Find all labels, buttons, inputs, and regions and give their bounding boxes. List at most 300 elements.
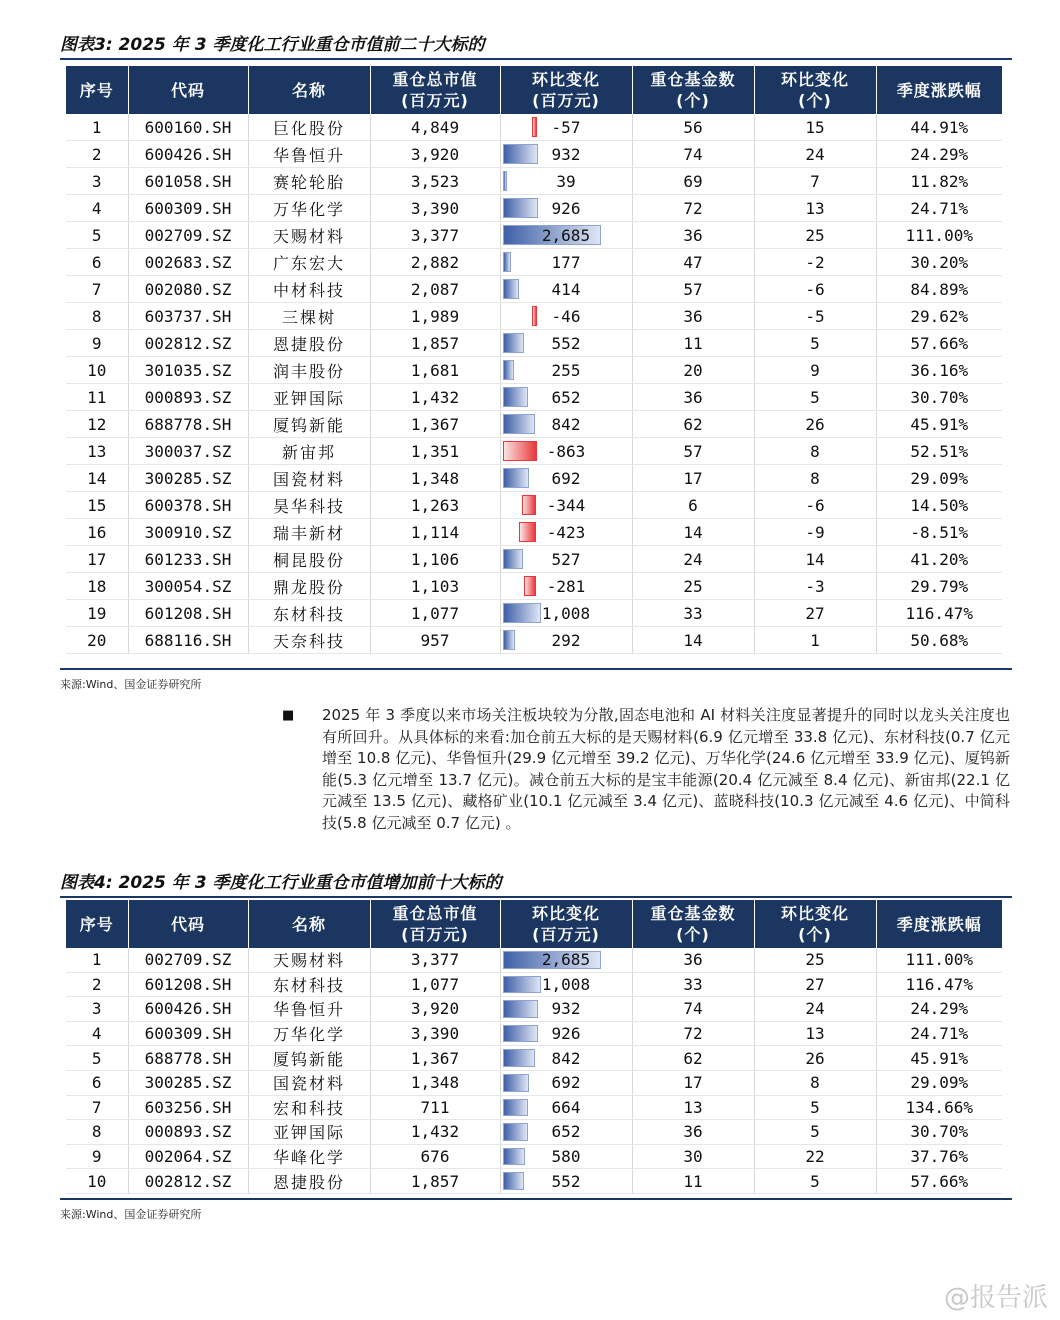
figure3-body [66, 114, 1002, 654]
pct-cell: 116.47% [876, 600, 1002, 627]
table-row [66, 330, 1002, 357]
column-header [66, 900, 128, 948]
funds-cell: 33 [632, 600, 754, 627]
code-cell: 002709.SZ [128, 948, 248, 972]
column-header-line: 环比变化 [531, 904, 600, 923]
change-bar [503, 1172, 525, 1190]
column-header-line: (百万元) [401, 925, 469, 944]
analysis-text: 2025 年 3 季度以来市场关注板块较为分散,固态电池和 AI 材料关注度显著提升的同时以龙头关注度也有所回升。从具体标的来看:加仓前五大标的是天赐材料(6.9 亿元增至 33.8 亿元)、东材科技(0.7 亿元增至 10.8 亿元)、华鲁恒升(29.9 亿元增至 39.2 亿元)、万华化学(24.6 亿元增至 33.9 亿元)、厦钨新能(5.3 亿元增至 13.7 亿元)。减仓前五大标的是宝丰能源(20.4 亿元减至 8.4 亿元)、新宙邦(22.1 亿元减至 13.5 亿元)、藏格矿业(10.1 亿元减至 3.4 亿元)、蓝晓科技(10.3 亿元减至 4.6 亿元)、中简科技(5.8 亿元减至 0.7 亿元) 。 [322, 706, 1010, 832]
no-cell: 20 [66, 627, 128, 654]
column-header-line: 代码 [170, 914, 205, 934]
change-value: 652 [551, 1122, 581, 1142]
change-cell [500, 276, 632, 303]
table-row [66, 249, 1002, 276]
change-bar [503, 549, 524, 569]
column-header [876, 900, 1002, 948]
table-row [66, 546, 1002, 573]
no-cell: 3 [66, 997, 128, 1022]
funds-chg-cell: 5 [754, 330, 876, 357]
change-cell [500, 573, 632, 600]
code-cell: 002080.SZ [128, 276, 248, 303]
table-row [66, 1120, 1002, 1145]
funds-chg-cell: 8 [754, 438, 876, 465]
change-cell [500, 1095, 632, 1120]
change-bar [532, 117, 537, 137]
pct-cell: 111.00% [876, 948, 1002, 972]
mv-cell: 3,920 [370, 997, 500, 1022]
pct-cell: 29.09% [876, 465, 1002, 492]
pct-cell: 50.68% [876, 627, 1002, 654]
table-row [66, 114, 1002, 141]
no-cell: 15 [66, 492, 128, 519]
change-value: 926 [551, 198, 581, 218]
change-cell [500, 438, 632, 465]
funds-chg-cell: 9 [754, 357, 876, 384]
pct-cell: 29.09% [876, 1070, 1002, 1095]
table-row [66, 972, 1002, 997]
column-header-line: (个) [798, 91, 832, 110]
name-cell: 万华化学 [248, 195, 370, 222]
pct-cell: 84.89% [876, 276, 1002, 303]
table-row [66, 600, 1002, 627]
pct-cell: 41.20% [876, 546, 1002, 573]
table-row [66, 1095, 1002, 1120]
name-cell: 亚钾国际 [248, 384, 370, 411]
column-header-line: (个) [798, 925, 832, 944]
funds-cell: 14 [632, 627, 754, 654]
change-bar [503, 414, 535, 434]
change-cell [500, 492, 632, 519]
no-cell: 3 [66, 168, 128, 195]
funds-cell: 14 [632, 519, 754, 546]
column-header [128, 900, 248, 948]
funds-cell: 17 [632, 465, 754, 492]
change-value: -863 [546, 441, 586, 461]
code-cell: 601208.SH [128, 972, 248, 997]
funds-cell: 69 [632, 168, 754, 195]
change-value: 926 [551, 1024, 581, 1044]
change-cell [500, 384, 632, 411]
column-header [876, 66, 1002, 114]
name-cell: 万华化学 [248, 1021, 370, 1046]
table-row [66, 492, 1002, 519]
name-cell: 东材科技 [248, 600, 370, 627]
name-cell: 宏和科技 [248, 1095, 370, 1120]
no-cell: 10 [66, 1169, 128, 1194]
funds-chg-cell: -6 [754, 276, 876, 303]
funds-cell: 72 [632, 1021, 754, 1046]
change-cell [500, 1120, 632, 1145]
change-cell [500, 948, 632, 972]
funds-cell: 30 [632, 1144, 754, 1169]
funds-cell: 33 [632, 972, 754, 997]
funds-chg-cell: -3 [754, 573, 876, 600]
funds-chg-cell: 13 [754, 195, 876, 222]
column-header-line: 重仓基金数 [650, 70, 736, 89]
code-cell: 000893.SZ [128, 1120, 248, 1145]
code-cell: 300910.SZ [128, 519, 248, 546]
column-header-line: 季度涨跌幅 [896, 80, 982, 100]
code-cell: 300285.SZ [128, 465, 248, 492]
column-header-line: 序号 [79, 914, 114, 934]
pct-cell: 134.66% [876, 1095, 1002, 1120]
mv-cell: 1,103 [370, 573, 500, 600]
funds-cell: 57 [632, 438, 754, 465]
code-cell: 600309.SH [128, 195, 248, 222]
change-bar [503, 198, 538, 218]
change-cell [500, 330, 632, 357]
funds-chg-cell: 7 [754, 168, 876, 195]
change-value: 842 [551, 1048, 581, 1068]
name-cell: 东材科技 [248, 972, 370, 997]
table-row [66, 573, 1002, 600]
change-value: 2,685 [541, 225, 591, 245]
funds-cell: 13 [632, 1095, 754, 1120]
pct-cell: 45.91% [876, 1046, 1002, 1071]
pct-cell: 57.66% [876, 1169, 1002, 1194]
column-header-line: (百万元) [401, 91, 469, 110]
funds-chg-cell: -6 [754, 492, 876, 519]
column-header [500, 900, 632, 948]
figure3-title: 图表3: 2025 年 3 季度化工行业重仓市值前二十大标的 [60, 30, 1012, 60]
no-cell: 19 [66, 600, 128, 627]
change-value: 414 [551, 279, 581, 299]
code-cell: 600426.SH [128, 141, 248, 168]
table-row [66, 384, 1002, 411]
mv-cell: 1,367 [370, 411, 500, 438]
funds-chg-cell: 27 [754, 600, 876, 627]
name-cell: 国瓷材料 [248, 1070, 370, 1095]
column-header-line: 名称 [291, 80, 326, 100]
figure4-title: 图表4: 2025 年 3 季度化工行业重仓市值增加前十大标的 [60, 868, 1012, 898]
funds-cell: 17 [632, 1070, 754, 1095]
change-value: 292 [551, 630, 581, 650]
table-row [66, 195, 1002, 222]
change-bar [503, 1049, 535, 1067]
mv-cell: 1,857 [370, 1169, 500, 1194]
table-row [66, 997, 1002, 1022]
analysis-paragraph [282, 705, 1010, 834]
column-header-line: 重仓基金数 [650, 904, 736, 923]
change-cell [500, 600, 632, 627]
name-cell: 巨化股份 [248, 114, 370, 141]
funds-cell: 11 [632, 1169, 754, 1194]
code-cell: 300037.SZ [128, 438, 248, 465]
no-cell: 2 [66, 972, 128, 997]
funds-cell: 56 [632, 114, 754, 141]
name-cell: 中材科技 [248, 276, 370, 303]
name-cell: 赛轮轮胎 [248, 168, 370, 195]
change-bar [503, 1000, 538, 1018]
column-header-line: (百万元) [532, 91, 600, 110]
pct-cell: 45.91% [876, 411, 1002, 438]
funds-cell: 62 [632, 411, 754, 438]
no-cell: 2 [66, 141, 128, 168]
pct-cell: 29.79% [876, 573, 1002, 600]
change-cell [500, 1021, 632, 1046]
column-header [632, 900, 754, 948]
change-cell [500, 357, 632, 384]
column-header-line: (个) [676, 91, 710, 110]
no-cell: 16 [66, 519, 128, 546]
change-cell [500, 114, 632, 141]
mv-cell: 1,432 [370, 1120, 500, 1145]
column-header-line: 季度涨跌幅 [896, 914, 982, 934]
funds-chg-cell: 5 [754, 384, 876, 411]
table-row [66, 411, 1002, 438]
code-cell: 300285.SZ [128, 1070, 248, 1095]
mv-cell: 676 [370, 1144, 500, 1169]
figure4-header-row [66, 900, 1002, 948]
change-value: 39 [556, 171, 576, 191]
pct-cell: 14.50% [876, 492, 1002, 519]
name-cell: 新宙邦 [248, 438, 370, 465]
column-header [248, 900, 370, 948]
change-bar [503, 279, 520, 299]
funds-cell: 11 [632, 330, 754, 357]
figure3-table [66, 66, 1002, 654]
figure4-source: 来源:Wind、国金证券研究所 [60, 1198, 1012, 1222]
change-cell [500, 465, 632, 492]
mv-cell: 1,114 [370, 519, 500, 546]
no-cell: 7 [66, 1095, 128, 1120]
funds-cell: 36 [632, 1120, 754, 1145]
code-cell: 688778.SH [128, 411, 248, 438]
name-cell: 华鲁恒升 [248, 997, 370, 1022]
column-header-line: 环比变化 [531, 70, 600, 89]
change-cell [500, 1169, 632, 1194]
no-cell: 4 [66, 195, 128, 222]
mv-cell: 3,920 [370, 141, 500, 168]
code-cell: 000893.SZ [128, 384, 248, 411]
table-row [66, 303, 1002, 330]
table-row [66, 1070, 1002, 1095]
funds-cell: 6 [632, 492, 754, 519]
funds-cell: 36 [632, 222, 754, 249]
change-value: 664 [551, 1097, 581, 1117]
pct-cell: 36.16% [876, 357, 1002, 384]
code-cell: 002812.SZ [128, 1169, 248, 1194]
name-cell: 厦钨新能 [248, 1046, 370, 1071]
funds-chg-cell: 15 [754, 114, 876, 141]
no-cell: 5 [66, 222, 128, 249]
pct-cell: 111.00% [876, 222, 1002, 249]
mv-cell: 3,390 [370, 195, 500, 222]
table-row [66, 948, 1002, 972]
column-header-line: 序号 [79, 80, 114, 100]
funds-chg-cell: 5 [754, 1120, 876, 1145]
table-row [66, 438, 1002, 465]
name-cell: 桐昆股份 [248, 546, 370, 573]
change-bar [503, 171, 507, 191]
funds-chg-cell: 22 [754, 1144, 876, 1169]
mv-cell: 3,377 [370, 948, 500, 972]
table-row [66, 1046, 1002, 1071]
pct-cell: 37.76% [876, 1144, 1002, 1169]
name-cell: 恩捷股份 [248, 1169, 370, 1194]
change-cell [500, 1046, 632, 1071]
mv-cell: 711 [370, 1095, 500, 1120]
change-bar [503, 603, 541, 623]
change-cell [500, 411, 632, 438]
pct-cell: 24.71% [876, 195, 1002, 222]
change-value: -281 [546, 576, 586, 596]
figure4-body [66, 948, 1002, 1193]
column-header [754, 66, 876, 114]
change-value: 580 [551, 1147, 581, 1167]
name-cell: 国瓷材料 [248, 465, 370, 492]
pct-cell: 30.20% [876, 249, 1002, 276]
change-value: -46 [551, 306, 581, 326]
change-bar [522, 495, 537, 515]
mv-cell: 1,077 [370, 972, 500, 997]
name-cell: 润丰股份 [248, 357, 370, 384]
funds-chg-cell: 26 [754, 1046, 876, 1071]
code-cell: 600309.SH [128, 1021, 248, 1046]
change-value: 2,685 [541, 950, 591, 970]
code-cell: 300054.SZ [128, 573, 248, 600]
funds-cell: 62 [632, 1046, 754, 1071]
no-cell: 9 [66, 1144, 128, 1169]
name-cell: 华峰化学 [248, 1144, 370, 1169]
change-value: -423 [546, 522, 586, 542]
code-cell: 301035.SZ [128, 357, 248, 384]
name-cell: 瑞丰新材 [248, 519, 370, 546]
pct-cell: 44.91% [876, 114, 1002, 141]
no-cell: 9 [66, 330, 128, 357]
mv-cell: 1,367 [370, 1046, 500, 1071]
column-header-line: 代码 [170, 80, 205, 100]
pct-cell: 57.66% [876, 330, 1002, 357]
funds-cell: 36 [632, 384, 754, 411]
name-cell: 天赐材料 [248, 222, 370, 249]
mv-cell: 1,348 [370, 1070, 500, 1095]
change-cell [500, 1144, 632, 1169]
change-bar [524, 576, 536, 596]
watermark: @报告派 [943, 1283, 1048, 1313]
no-cell: 14 [66, 465, 128, 492]
column-header [66, 66, 128, 114]
change-value: 527 [551, 549, 581, 569]
no-cell: 12 [66, 411, 128, 438]
change-value: 932 [551, 144, 581, 164]
mv-cell: 1,077 [370, 600, 500, 627]
table-row [66, 141, 1002, 168]
column-header-line: (个) [676, 925, 710, 944]
no-cell: 10 [66, 357, 128, 384]
name-cell: 天奈科技 [248, 627, 370, 654]
change-value: 842 [551, 414, 581, 434]
figure4-table [66, 900, 1002, 1194]
change-bar [503, 1148, 526, 1166]
table-row [66, 168, 1002, 195]
funds-chg-cell: 8 [754, 465, 876, 492]
change-value: 692 [551, 1073, 581, 1093]
mv-cell: 1,351 [370, 438, 500, 465]
change-bar [503, 630, 515, 650]
name-cell: 天赐材料 [248, 948, 370, 972]
name-cell: 鼎龙股份 [248, 573, 370, 600]
funds-chg-cell: 25 [754, 222, 876, 249]
pct-cell: 11.82% [876, 168, 1002, 195]
pct-cell: 24.29% [876, 141, 1002, 168]
mv-cell: 3,390 [370, 1021, 500, 1046]
no-cell: 13 [66, 438, 128, 465]
name-cell: 恩捷股份 [248, 330, 370, 357]
table-row [66, 1169, 1002, 1194]
change-value: 1,008 [541, 974, 591, 994]
column-header [248, 66, 370, 114]
no-cell: 11 [66, 384, 128, 411]
column-header [370, 900, 500, 948]
column-header [500, 66, 632, 114]
funds-chg-cell: 25 [754, 948, 876, 972]
no-cell: 1 [66, 114, 128, 141]
change-bar [503, 441, 537, 461]
change-cell [500, 195, 632, 222]
column-header-line: 名称 [291, 914, 326, 934]
change-bar [503, 1123, 528, 1141]
name-cell: 华鲁恒升 [248, 141, 370, 168]
code-cell: 600160.SH [128, 114, 248, 141]
change-cell [500, 519, 632, 546]
funds-cell: 36 [632, 303, 754, 330]
no-cell: 5 [66, 1046, 128, 1071]
no-cell: 17 [66, 546, 128, 573]
change-cell [500, 249, 632, 276]
code-cell: 002812.SZ [128, 330, 248, 357]
mv-cell: 3,377 [370, 222, 500, 249]
code-cell: 688778.SH [128, 1046, 248, 1071]
mv-cell: 2,882 [370, 249, 500, 276]
table-row [66, 222, 1002, 249]
change-bar [503, 1099, 529, 1117]
change-cell [500, 303, 632, 330]
code-cell: 603737.SH [128, 303, 248, 330]
funds-chg-cell: 26 [754, 411, 876, 438]
column-header-line: (百万元) [532, 925, 600, 944]
mv-cell: 1,348 [370, 465, 500, 492]
mv-cell: 1,681 [370, 357, 500, 384]
table-row [66, 1144, 1002, 1169]
funds-chg-cell: 24 [754, 997, 876, 1022]
funds-cell: 24 [632, 546, 754, 573]
mv-cell: 1,263 [370, 492, 500, 519]
change-value: 255 [551, 360, 581, 380]
pct-cell: 30.70% [876, 1120, 1002, 1145]
change-bar [503, 1025, 538, 1043]
code-cell: 601208.SH [128, 600, 248, 627]
pct-cell: 30.70% [876, 384, 1002, 411]
table-row [66, 276, 1002, 303]
code-cell: 603256.SH [128, 1095, 248, 1120]
change-bar [503, 144, 538, 164]
change-bar [503, 1074, 530, 1092]
column-header-line: 重仓总市值 [392, 904, 478, 923]
pct-cell: -8.51% [876, 519, 1002, 546]
pct-cell: 24.29% [876, 997, 1002, 1022]
column-header-line: 重仓总市值 [392, 70, 478, 89]
funds-cell: 47 [632, 249, 754, 276]
bullet-icon: ■ [282, 708, 295, 723]
code-cell: 601233.SH [128, 546, 248, 573]
code-cell: 601058.SH [128, 168, 248, 195]
table-row [66, 357, 1002, 384]
funds-chg-cell: 1 [754, 627, 876, 654]
funds-chg-cell: 8 [754, 1070, 876, 1095]
name-cell: 昊华科技 [248, 492, 370, 519]
name-cell: 厦钨新能 [248, 411, 370, 438]
